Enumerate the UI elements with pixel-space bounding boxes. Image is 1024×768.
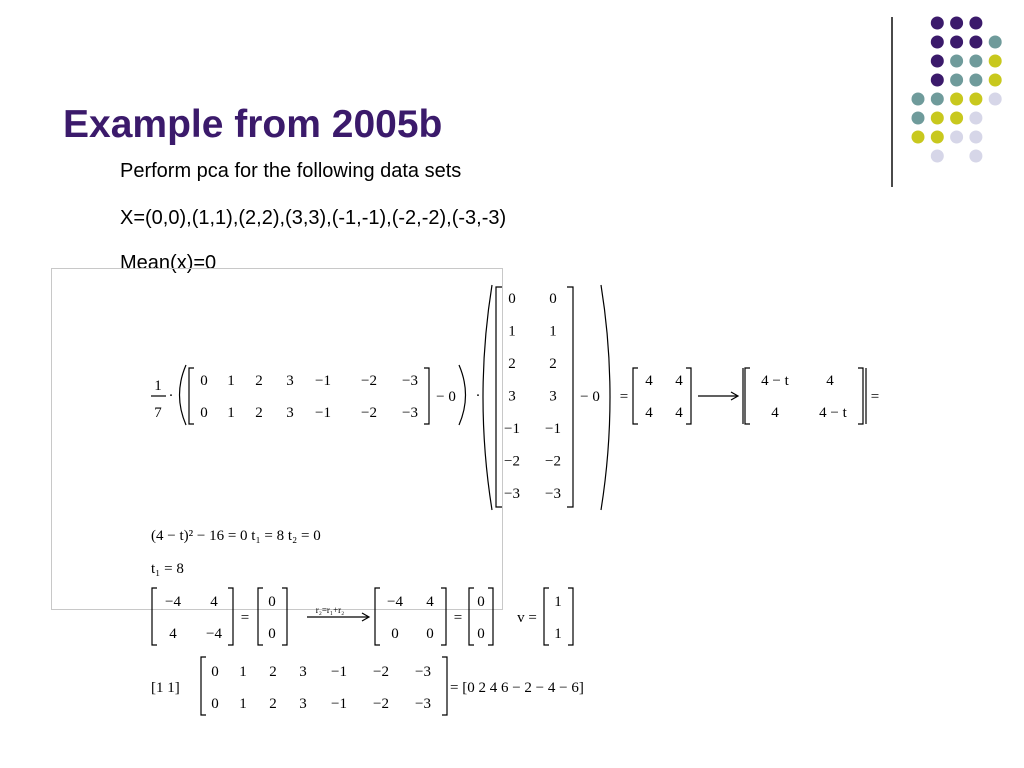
matrix-cell: 2 [255,405,263,421]
equals-3: = [240,610,250,626]
matrix-cell: 0 [211,696,219,712]
matrix-cell: 2 [269,696,277,712]
matrix-cell: −3 [402,405,418,421]
matrix-cell: 2 [269,664,277,680]
vector-cell: 0 [477,594,485,610]
matrix-cell: −2 [361,373,377,389]
fraction-numerator: 1 [154,378,162,394]
matrix-cell: 0 [549,291,557,307]
vector-cell: 1 [554,626,562,642]
matrix-cell: 1 [227,373,235,389]
matrix-cell: 3 [299,696,307,712]
matrix-cell: −1 [504,421,520,437]
matrix-cell: 4 [426,594,434,610]
matrix-cell: −1 [331,664,347,680]
vector-cell: 0 [268,594,276,610]
matrix-cell: −2 [504,453,520,470]
matrix-cell: 1 [227,405,235,421]
matrix-cell: 0 [508,291,516,307]
matrix-cell: 3 [299,664,307,680]
minus-zero-1: − 0 [436,389,456,405]
row-vector: [1 1] [151,680,180,696]
matrix-cell: −3 [504,486,520,502]
eq-characteristic: (4 − t)² − 16 = 0 t₁ = 8 t₂ = 0 [151,528,321,544]
matrix-cell: −3 [415,664,431,680]
matrix-cell: 3 [549,388,557,405]
vector-cell: 0 [477,626,485,642]
matrix-cell: 4 [169,626,177,642]
matrix-cell: 4 [675,405,683,421]
matrix-cell: −3 [545,486,561,502]
vector-cell: 0 [268,626,276,642]
matrix-cell: −2 [373,696,389,712]
cdot-2: · [475,388,481,404]
vector-cell: 1 [554,594,562,610]
matrix-cell: 0 [200,373,208,389]
matrix-cell: 2 [549,356,557,372]
matrix-cell: 4 [210,594,218,610]
text-line-1: Perform pca for the following data sets [120,160,462,182]
equals-4: = [453,610,463,626]
matrix-cell: 3 [286,373,294,389]
minus-zero-2: − 0 [580,389,600,405]
matrix-cell: −1 [545,421,561,437]
matrix-cell: 1 [239,696,247,712]
equals-2: = [870,389,880,405]
matrix-cell: 3 [286,405,294,421]
matrix-cell: −4 [387,594,403,610]
matrix-cell: −2 [373,664,389,680]
matrix-cell: −3 [402,373,418,389]
matrix-cell: −1 [315,405,331,421]
matrix-cell: −1 [315,373,331,389]
matrix-cell: 4 − t [819,405,847,421]
matrix-cell: 0 [211,664,219,680]
text-line-3: Mean(x)=0 [120,252,217,274]
slide-title: Example from 2005b [63,103,443,146]
matrix-cell: −3 [415,696,431,712]
row-op-label: r₂=r₁+r₂ [315,605,345,615]
matrix-cell: 4 [771,405,779,421]
cdot: · [168,388,174,404]
matrix-cell: 0 [200,405,208,421]
fraction-denominator: 7 [154,405,162,421]
matrix-cell: 1 [549,323,557,340]
matrix-cell: −2 [361,405,377,421]
matrix-cell: 4 [675,373,683,389]
v-label: v = [517,610,537,626]
text-line-2: X=(0,0),(1,1),(2,2),(3,3),(-1,-1),(-2,-2),(-3,-3) [120,207,507,229]
matrix-cell: 3 [508,388,516,405]
matrix-cell: −2 [545,453,561,470]
matrix-cell: −4 [165,594,181,610]
equals-1: = [619,389,629,405]
matrix-cell: 2 [255,373,263,389]
matrix-cell: 0 [426,626,434,642]
matrix-cell: 4 − t [761,373,789,389]
matrix-cell: −1 [331,696,347,712]
matrix-cell: 2 [508,356,516,372]
matrix-cell: 4 [645,405,653,421]
matrix-cell: 4 [645,373,653,389]
result-vector: = [0 2 4 6 − 2 − 4 − 6] [450,680,584,696]
matrix-cell: 4 [826,373,834,389]
matrix-cell: 0 [391,626,399,642]
eq-t1: t₁ = 8 [151,561,184,577]
matrix-cell: 1 [239,664,247,680]
matrix-cell: 1 [508,323,516,340]
matrix-cell: −4 [206,626,222,642]
